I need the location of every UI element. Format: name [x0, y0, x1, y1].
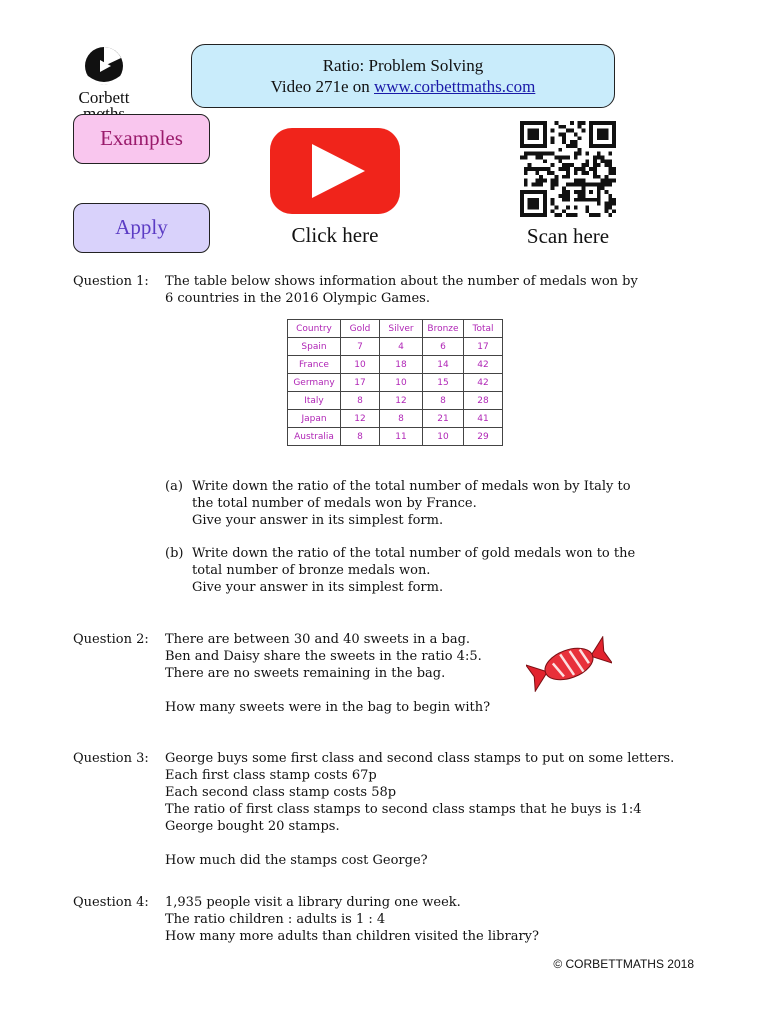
question-4-label: Question 4: — [73, 895, 149, 910]
question-2-text — [165, 631, 490, 716]
apply-button[interactable]: Apply — [73, 203, 210, 253]
table-row — [288, 374, 503, 392]
examples-button[interactable]: Examples — [73, 114, 210, 164]
candy-icon — [526, 636, 612, 692]
table-cell: 10 — [423, 428, 464, 446]
table-cell: 7 — [341, 338, 380, 356]
table-cell: 11 — [380, 428, 423, 446]
table-row — [288, 338, 503, 356]
video-prefix: Video 271e on — [270, 77, 374, 96]
question-3-text — [165, 750, 674, 869]
title-box — [191, 44, 615, 108]
table-cell: 8 — [341, 428, 380, 446]
question-1-intro — [165, 273, 638, 307]
question-4-text — [165, 894, 539, 945]
question-3-line: George bought 20 stamps. — [165, 819, 340, 834]
table-cell: 10 — [341, 356, 380, 374]
table-header: Total — [464, 320, 503, 338]
table-header: Bronze — [423, 320, 464, 338]
question-4-line: The ratio children : adults is 1 : 4 — [165, 912, 386, 927]
question-3-line: How much did the stamps cost George? — [165, 853, 428, 868]
table-row — [288, 428, 503, 446]
table-header-row — [288, 320, 503, 338]
youtube-play-icon[interactable] — [270, 128, 400, 214]
table-cell: 18 — [380, 356, 423, 374]
question-3-line: Each first class stamp costs 67p — [165, 768, 377, 783]
question-3-line: George buys some first class and second class stamps to put on some letters. — [165, 751, 675, 766]
video-line — [192, 76, 614, 97]
table-cell: 8 — [423, 392, 464, 410]
question-3-line: The ratio of first class stamps to second class stamps that he buys is 1:4 — [165, 802, 642, 817]
table-cell: Japan — [288, 410, 341, 428]
question-1-line: 6 countries in the 2016 Olympic Games. — [165, 291, 430, 306]
table-cell: 15 — [423, 374, 464, 392]
table-cell: 14 — [423, 356, 464, 374]
table-row — [288, 392, 503, 410]
question-2-label: Question 2: — [73, 632, 149, 647]
part-a-line: Give your answer in its simplest form. — [192, 513, 444, 528]
question-2-line: How many sweets were in the bag to begin with? — [165, 700, 491, 715]
question-4-line: How many more adults than children visited the library? — [165, 929, 539, 944]
table-cell: 12 — [341, 410, 380, 428]
table-cell: 28 — [464, 392, 503, 410]
corbettmaths-link[interactable]: www.corbettmaths.com — [374, 77, 536, 96]
question-3-label: Question 3: — [73, 751, 149, 766]
question-1-label: Question 1: — [73, 274, 149, 289]
table-cell: Australia — [288, 428, 341, 446]
table-header: Gold — [341, 320, 380, 338]
table-cell: 10 — [380, 374, 423, 392]
table-cell: 6 — [423, 338, 464, 356]
scan-here-label: Scan here — [526, 224, 610, 248]
table-cell: France — [288, 356, 341, 374]
qr-code-icon[interactable] — [517, 121, 619, 217]
question-2-line — [165, 682, 490, 699]
question-3-line: Each second class stamp costs 58p — [165, 785, 397, 800]
question-3-line — [165, 835, 674, 852]
table-row — [288, 410, 503, 428]
click-here-label[interactable]: Click here — [291, 223, 379, 247]
table-row — [288, 356, 503, 374]
table-cell: 17 — [341, 374, 380, 392]
logo-icon — [84, 46, 124, 86]
question-1b — [165, 545, 635, 596]
part-b-line: Give your answer in its simplest form. — [192, 580, 444, 595]
corbettmaths-logo — [72, 46, 136, 122]
table-cell: 8 — [380, 410, 423, 428]
table-header: Silver — [380, 320, 423, 338]
table-cell: Italy — [288, 392, 341, 410]
table-cell: 17 — [464, 338, 503, 356]
part-b-line: Write down the ratio of the total number of gold medals won to the — [192, 546, 636, 561]
question-1-line: The table below shows information about the number of medals won by — [165, 274, 638, 289]
part-a-line: Write down the ratio of the total number of medals won by Italy to — [192, 479, 631, 494]
table-cell: 8 — [341, 392, 380, 410]
question-1a — [165, 478, 631, 529]
medal-table — [287, 319, 503, 446]
table-cell: Spain — [288, 338, 341, 356]
table-cell: 21 — [423, 410, 464, 428]
part-b-tag: (b) — [165, 546, 184, 561]
page-title: Ratio: Problem Solving — [322, 56, 484, 75]
logo-line-1: Corbett — [78, 88, 130, 107]
table-cell: 4 — [380, 338, 423, 356]
part-b-line: total number of bronze medals won. — [192, 563, 431, 578]
part-a-tag: (a) — [165, 479, 183, 494]
table-cell: Germany — [288, 374, 341, 392]
part-a-line: the total number of medals won by France. — [192, 496, 477, 511]
table-cell: 41 — [464, 410, 503, 428]
table-cell: 12 — [380, 392, 423, 410]
question-2-line: There are between 30 and 40 sweets in a bag. — [165, 632, 471, 647]
question-2-line: There are no sweets remaining in the bag. — [165, 666, 446, 681]
question-2-line: Ben and Daisy share the sweets in the ratio 4:5. — [165, 649, 482, 664]
table-cell: 42 — [464, 356, 503, 374]
copyright-footer: © CORBETTMATHS 2018 — [553, 957, 694, 971]
table-header: Country — [288, 320, 341, 338]
table-cell: 29 — [464, 428, 503, 446]
table-cell: 42 — [464, 374, 503, 392]
question-4-line: 1,935 people visit a library during one week. — [165, 895, 461, 910]
